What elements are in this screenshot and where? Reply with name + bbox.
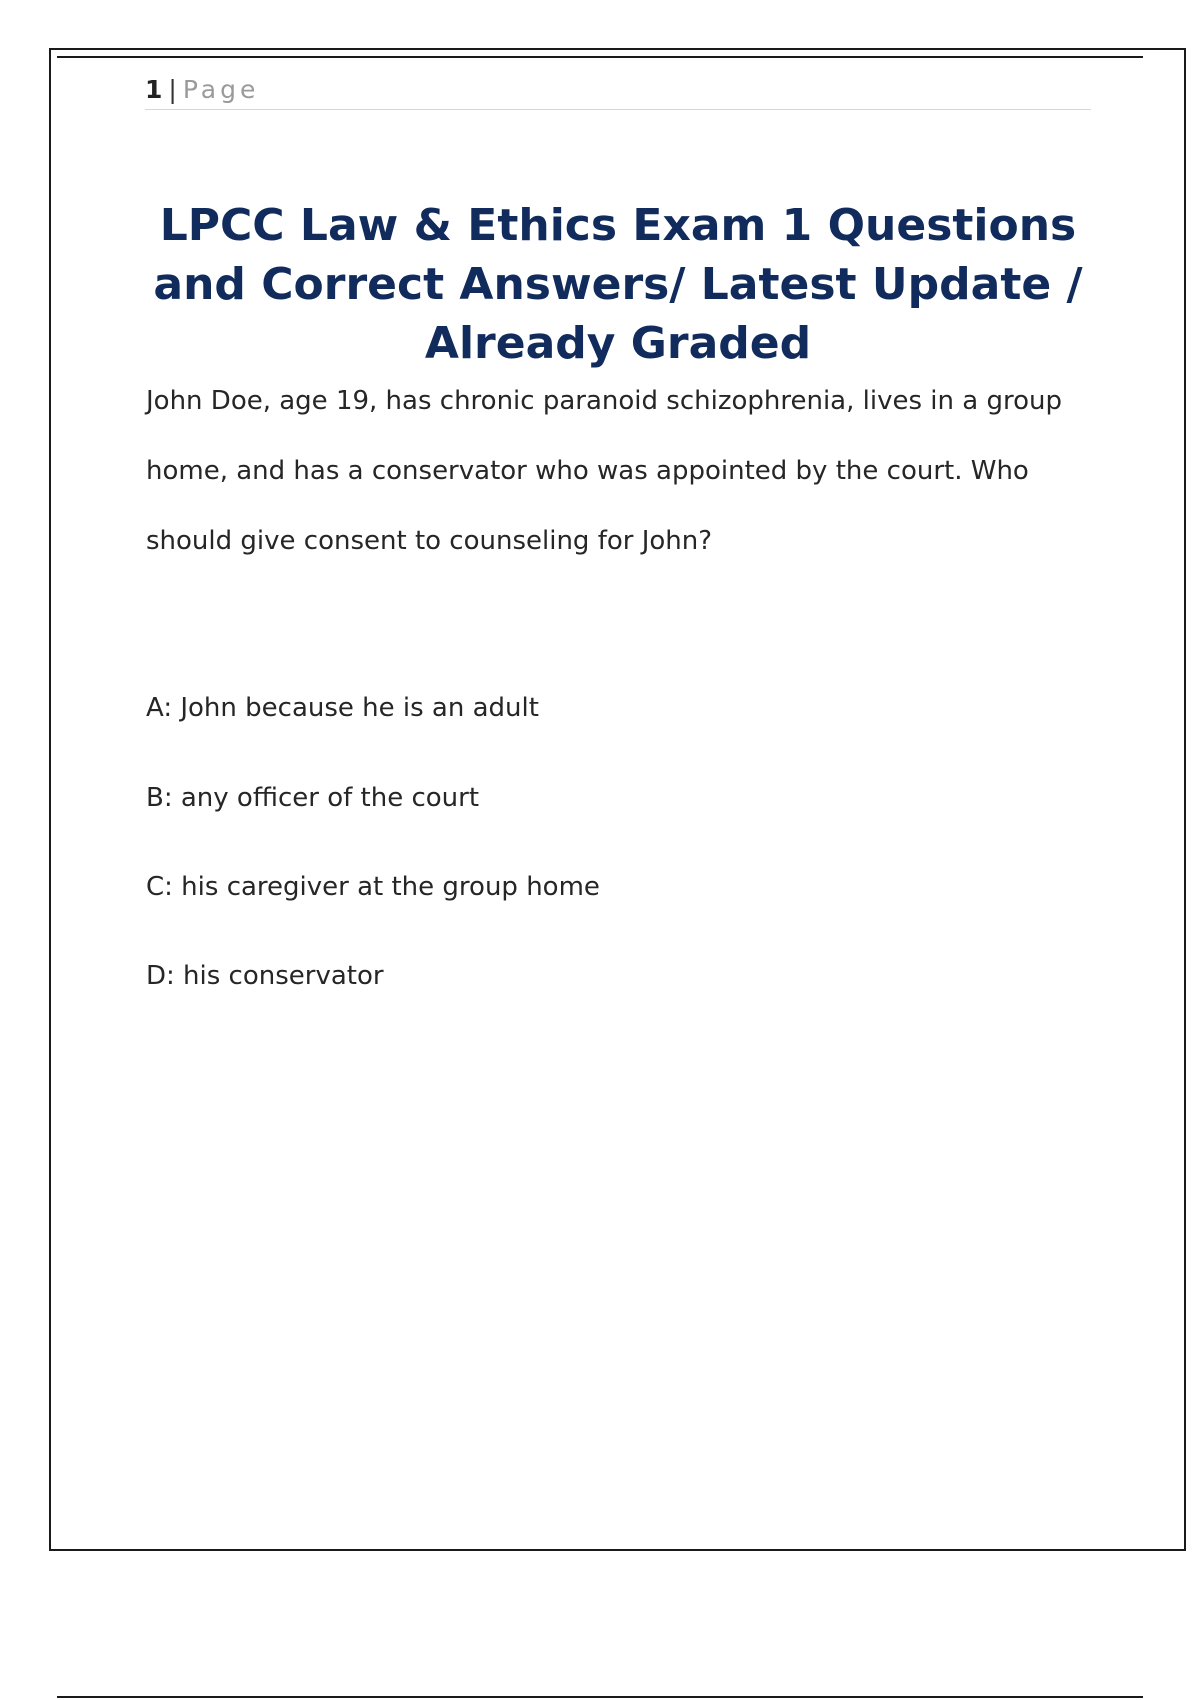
answer-option-a: A: John because he is an adult	[146, 693, 539, 723]
document-title: LPCC Law & Ethics Exam 1 Questions and Correct Answers/ Latest Update / Already Graded	[153, 200, 1083, 369]
answer-option-d: D: his conservator	[146, 961, 384, 991]
page-label: Page	[182, 75, 260, 104]
page-header	[145, 74, 1091, 110]
page-number: 1	[145, 75, 163, 104]
question-text: John Doe, age 19, has chronic paranoid schizophrenia, lives in a group home, and has a conservator who was appointed by the court. Who should give consent to counseling for John?	[146, 386, 1062, 556]
answer-option-b: B: any officer of the court	[146, 783, 480, 813]
top-rule	[57, 56, 1143, 58]
answer-option-c: C: his caregiver at the group home	[146, 872, 600, 902]
page-separator: |	[168, 75, 177, 104]
bottom-rule	[57, 1696, 1143, 1698]
